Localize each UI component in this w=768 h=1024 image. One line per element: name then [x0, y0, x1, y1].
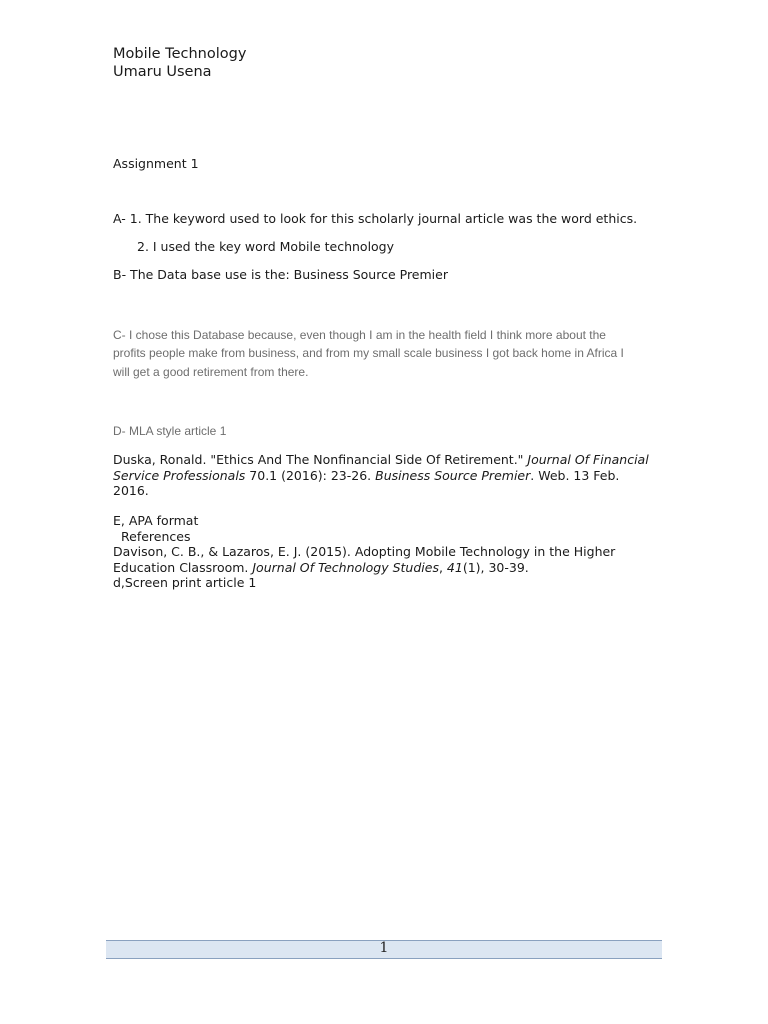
references-label: References: [121, 528, 191, 544]
section-b-line: B- The Data base use is the: Business Source Premier: [113, 267, 448, 282]
apa-journal: Journal Of Technology Studies: [252, 559, 439, 575]
mla-year: 2016.: [113, 483, 149, 498]
apa-volume: 41: [446, 559, 463, 575]
mla-citation: [113, 452, 649, 499]
page-number: 1: [379, 940, 389, 956]
mla-citation-line-1: [113, 452, 649, 468]
screen-print-label: d,Screen print article 1: [113, 575, 257, 590]
apa-citation-line-2: [113, 560, 615, 576]
section-d-heading: D- MLA style article 1: [113, 424, 227, 438]
document-title: Mobile Technology: [113, 46, 247, 62]
apa-issue-pages: (1), 30-39.: [462, 559, 529, 575]
mla-journal-cont: Service Professionals: [113, 467, 246, 483]
section-c-line-3: will get a good retirement from there.: [113, 365, 309, 379]
apa-heading: E, APA format: [113, 513, 199, 528]
mla-citation-line-2: [113, 468, 649, 484]
section-a-line-1: A- 1. The keyword used to look for this scholarly journal article was the word ethics.: [113, 211, 638, 226]
assignment-heading: Assignment 1: [113, 156, 199, 171]
mla-database: Business Source Premier: [375, 467, 531, 483]
apa-title-cont: Education Classroom.: [113, 559, 253, 575]
apa-sep: ,: [438, 559, 447, 575]
section-c-line-2: profits people make from business, and from my small scale business I got back home in Africa I: [113, 346, 624, 360]
section-a-line-2: 2. I used the key word Mobile technology: [137, 239, 395, 254]
apa-citation-line-1: Davison, C. B., & Lazaros, E. J. (2015). Adopting Mobile Technology in the Higher: [113, 544, 616, 559]
mla-volume: 70.1 (2016): 23-26.: [245, 467, 376, 483]
page-footer: [106, 940, 662, 959]
mla-citation-line-3: [113, 483, 649, 499]
mla-author-title: Duska, Ronald. "Ethics And The Nonfinancial Side Of Retirement.": [113, 452, 528, 467]
apa-section: [113, 513, 615, 591]
author-name: Umaru Usena: [113, 64, 212, 80]
section-c-line-1: C- I chose this Database because, even though I am in the health field I think more about the: [113, 328, 606, 342]
mla-access: . Web. 13 Feb.: [530, 467, 620, 483]
mla-journal: Journal Of Financial: [527, 452, 649, 467]
